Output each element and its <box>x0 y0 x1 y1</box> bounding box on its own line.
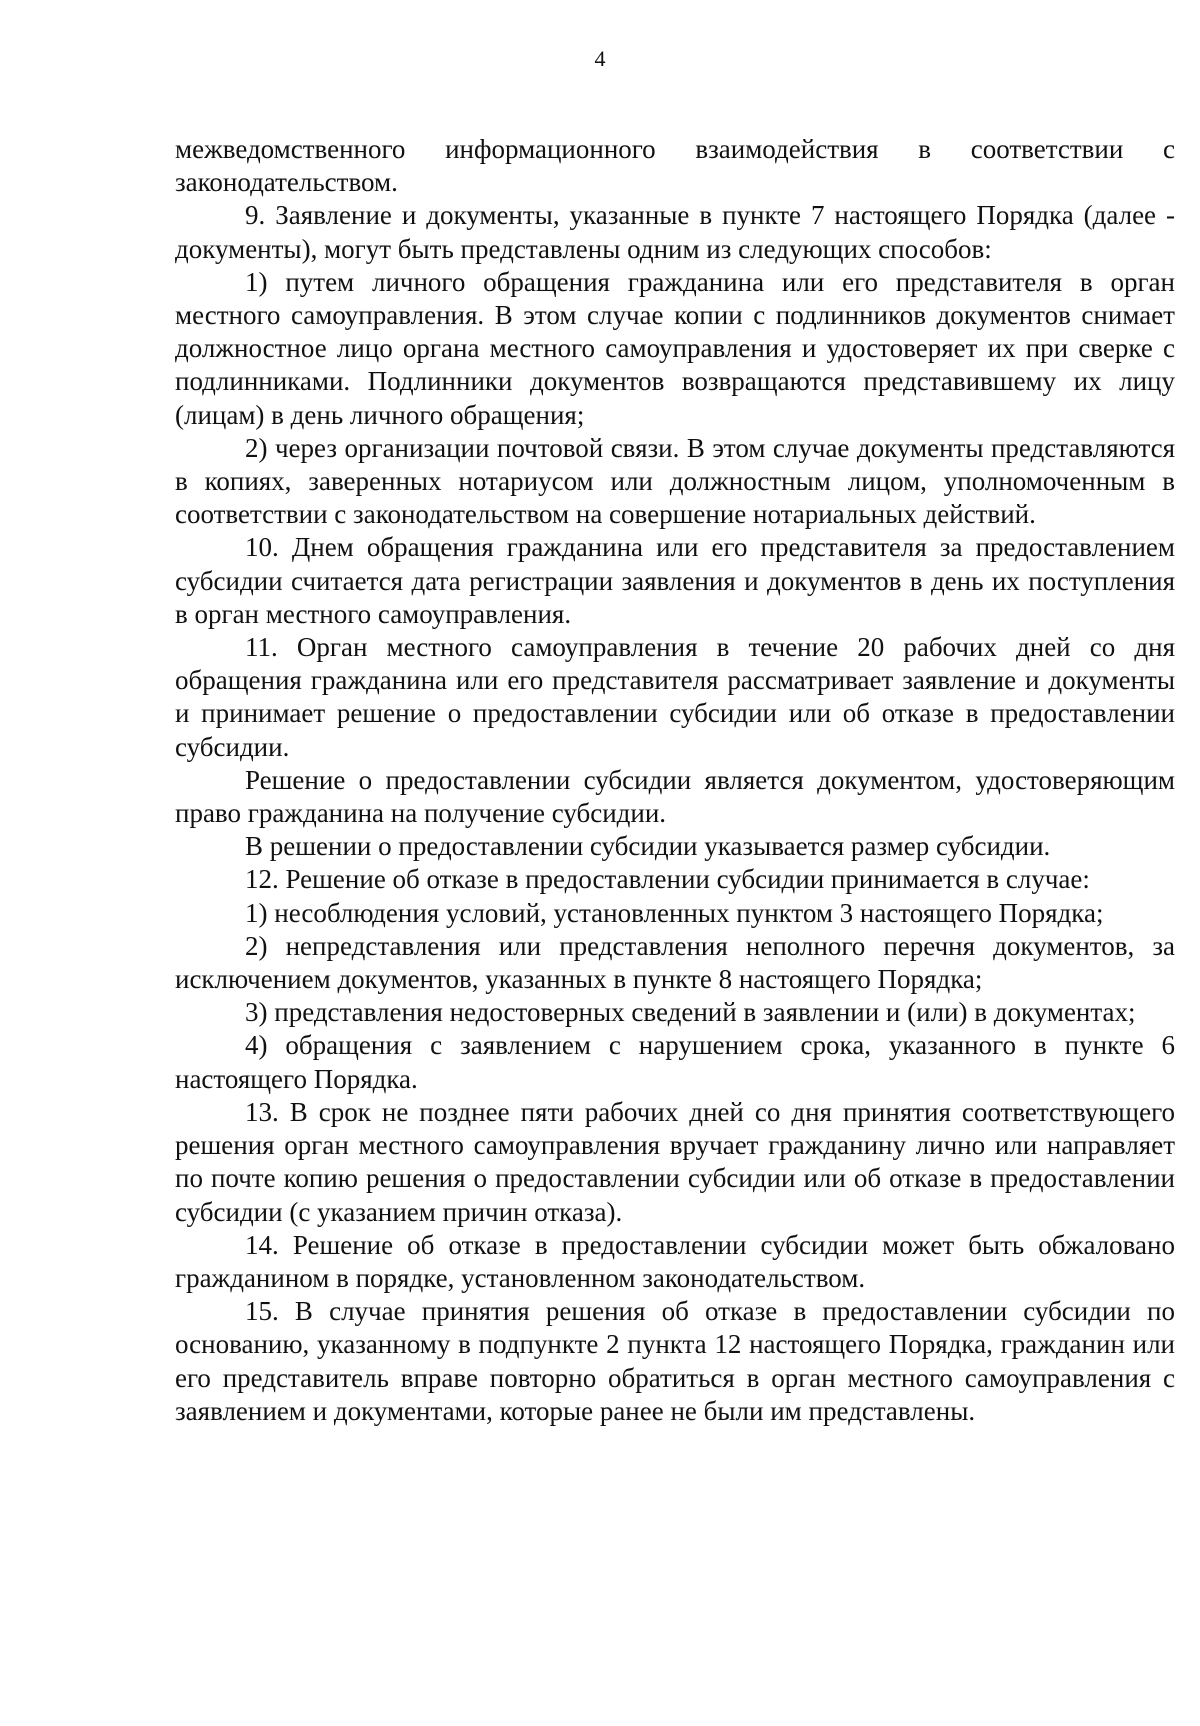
paragraph: Решение о предоставлении субсидии является документом, удостоверяющим право гражданина на получение субсидии. <box>175 764 1175 829</box>
paragraph: 1) путем личного обращения гражданина или его представителя в орган местного самоуправления. В этом случае копии с подлинников документов снимает должностное лицо органа местного самоуправления и удостоверяет их при сверке с подлинниками. Подлинники документов возвращаются представившему их лицу (лицам) в день личного обращения; <box>175 266 1175 430</box>
paragraph: 4) обращения с заявлением с нарушением срока, указанного в пункте 6 настоящего Порядка. <box>175 1030 1175 1094</box>
paragraph: 14. Решение об отказе в предоставлении субсидии может быть обжаловано гражданином в порядке, установленном законодательством. <box>175 1229 1175 1293</box>
paragraph: 1) несоблюдения условий, установленных пунктом 3 настоящего Порядка; <box>245 897 1104 928</box>
paragraph: 2) непредставления или представления неполного перечня документов, за исключением документов, указанных в пункте 8 настоящего Порядка; <box>175 930 1175 995</box>
paragraph: межведомственного информационного взаимодействия в соответствии с законодательством. <box>175 134 1175 198</box>
document-body <box>175 133 1175 1428</box>
paragraph: 2) через организации почтовой связи. В этом случае документы представляются в копиях, заверенных нотариусом или должностным лицом, уполномоченным в соответствии с законодательством на совершение нотариальных действий. <box>175 432 1175 530</box>
paragraph: В решении о предоставлении субсидии указывается размер субсидии. <box>245 831 1051 862</box>
paragraph: 13. В срок не позднее пяти рабочих дней со дня принятия соответствующего решения орган местного самоуправления вручает гражданину лично или направляет по почте копию решения о предоставлении субсидии или об отказе в предоставлении субсидии (с указанием причин отказа). <box>175 1096 1175 1227</box>
paragraph: 10. Днем обращения гражданина или его представителя за предоставлением субсидии считается дата регистрации заявления и документов в день их поступления в орган местного самоуправления. <box>175 532 1175 629</box>
paragraph: 9. Заявление и документы, указанные в пункте 7 настоящего Порядка (далее - документы), могут быть представлены одним из следующих способов: <box>175 200 1175 264</box>
paragraph: 15. В случае принятия решения об отказе в предоставлении субсидии по основанию, указанному в подпункте 2 пункта 12 настоящего Порядка, гражданин или его представитель вправе повторно обратиться в орган местного самоуправления с заявлением и документами, которые ранее не были им представлены. <box>175 1296 1175 1426</box>
paragraph: 3) представления недостоверных сведений в заявлении и (или) в документах; <box>245 997 1136 1028</box>
paragraph: 11. Орган местного самоуправления в течение 20 рабочих дней со дня обращения гражданина или его представителя рассматривает заявление и документы и принимает решение о предоставлении субсидии или об отказе в предоставлении субсидии. <box>175 632 1175 762</box>
paragraph: 12. Решение об отказе в предоставлении субсидии принимается в случае: <box>245 864 1090 895</box>
page-number: 4 <box>594 46 606 71</box>
